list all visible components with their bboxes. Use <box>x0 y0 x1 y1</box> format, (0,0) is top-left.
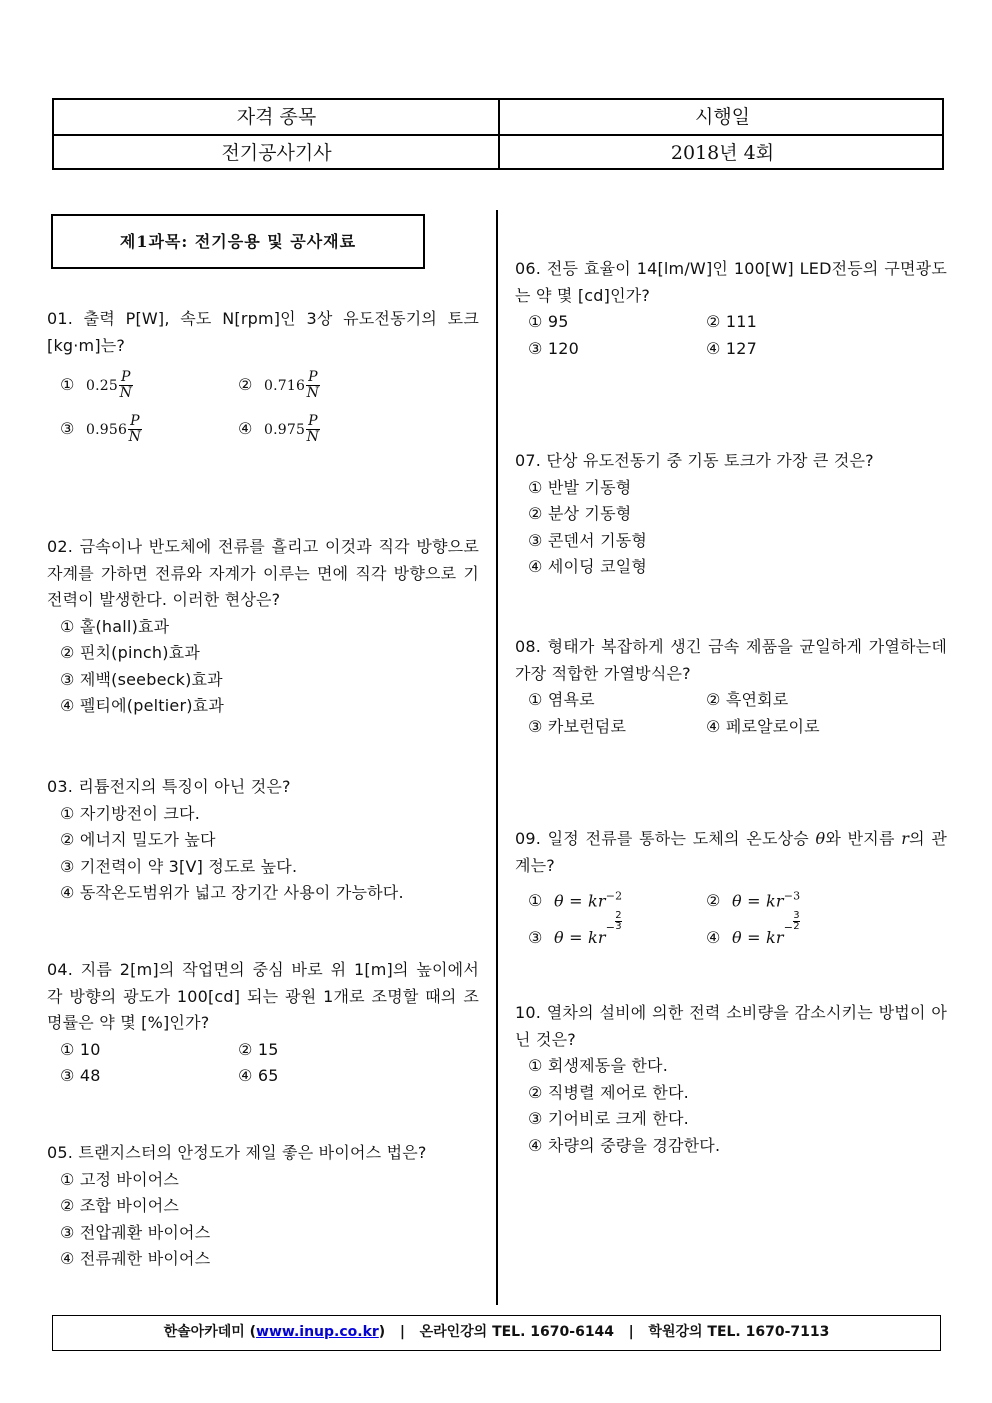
option-4: ④ 차량의 중량을 경감한다. <box>528 1135 721 1155</box>
option-3: ③ 120 <box>528 338 579 358</box>
exam-date-label: 시행일 <box>694 106 751 128</box>
exam-type-label: 자격 종목 <box>236 106 317 128</box>
option-2: ② 111 <box>706 312 757 331</box>
footer-org: 한솔아카데미 ( <box>163 1324 257 1340</box>
option-4: ④ 세이딩 코일형 <box>528 557 648 576</box>
option-1: ① 회생제동을 한다. <box>528 1056 668 1075</box>
online-phone: 온라인강의 TEL. 1670-6144 <box>419 1324 615 1340</box>
option-2: ② 0.716 $\frac{P}{N}$ <box>238 368 320 401</box>
option-4: ④ θ = kr− $\frac{3}{2}$ <box>706 909 800 947</box>
question-stem: 03. 리튬전지의 특징이 아닌 것은? <box>47 777 291 796</box>
question-01 <box>47 306 479 451</box>
question-stem: 02. 금속이나 반도체에 전류를 흘리고 이것과 직각 방향으로 자계를 가하면 전류와 자계가 이루는 면에 직각 방향으로 기전력이 발생한다. 이러한 현상은? <box>47 537 479 609</box>
question-stem: 06. 전등 효율이 14[lm/W]인 100[W] LED전등의 구면광도는 약 몇 [cd]인가? <box>515 259 947 305</box>
option-1: ① 10 <box>60 1039 101 1059</box>
option-4: ④ 펠티에(peltier)효과 <box>60 696 224 715</box>
option-3: ③ 48 <box>60 1066 101 1085</box>
option-2: ② 15 <box>238 1039 279 1059</box>
option-4: ④ 전류궤한 바이어스 <box>60 1249 211 1268</box>
option-3: ③ 전압궤환 바이어스 <box>60 1222 211 1242</box>
question-stem: 10. 열차의 설비에 의한 전력 소비량을 감소시키는 방법이 아닌 것은? <box>515 1003 947 1049</box>
footer-separator: | <box>628 1324 634 1340</box>
academy-phone: 학원강의 TEL. 1670-7113 <box>648 1324 830 1340</box>
option-1: ① 95 <box>528 312 569 331</box>
option-4: ④ 페로알로이로 <box>706 716 820 736</box>
theta-symbol: θ <box>815 829 826 848</box>
option-1: ① 고정 바이어스 <box>60 1169 180 1189</box>
question-stem: 09. 일정 전류를 통하는 도체의 온도상승 θ와 반지름 r의 관계는? <box>515 829 947 875</box>
question-stem: 05. 트랜지스터의 안정도가 제일 좋은 바이어스 법은? <box>47 1143 427 1162</box>
option-2: ② $\theta = kr^{-3}$ <box>706 889 801 910</box>
question-04 <box>47 957 479 1090</box>
question-stem: 08. 형태가 복잡하게 생긴 금속 제품을 균일하게 가열하는데 가장 적합한 가열방식은? <box>515 637 947 683</box>
option-2: ② 분상 기동형 <box>528 504 632 523</box>
option-1: ① 염욕로 <box>528 690 595 709</box>
option-1: ① 자기방전이 크다. <box>60 803 200 823</box>
subject-title: 제1과목: 전기응용 및 공사재료 <box>51 214 425 269</box>
question-08 <box>515 634 947 740</box>
question-05 <box>47 1140 479 1273</box>
option-1: ① $\theta = kr^{-2}$ <box>528 889 623 910</box>
footer: 한솔아카데미 (www.inup.co.kr) | 온라인강의 TEL. 1670-6144 | 학원강의 TEL. 1670-7113 <box>52 1315 941 1351</box>
option-1: ① 반발 기동형 <box>528 477 632 497</box>
option-3: ③ 제백(seebeck)효과 <box>60 669 223 689</box>
option-2: ② 조합 바이어스 <box>60 1196 180 1215</box>
question-07 <box>515 448 947 581</box>
option-2: ② 흑연회로 <box>706 690 789 709</box>
exam-date-value: 2018년 4회 <box>670 142 775 164</box>
question-10 <box>515 1000 947 1159</box>
option-3: ③ 기전력이 약 3[V] 정도로 높다. <box>60 856 298 876</box>
option-3: ③ 카보런덤로 <box>528 716 627 736</box>
option-4: ④ 127 <box>706 338 757 358</box>
option-2: ② 직병렬 제어로 한다. <box>528 1082 689 1102</box>
question-stem: 01. 출력 P[W], 속도 N[rpm]인 3상 유도전동기의 토크[kg·m]는? <box>47 309 479 355</box>
option-1: ① 0.25 $\frac{P}{N}$ <box>60 368 133 401</box>
exam-type-value: 전기공사기사 <box>221 142 332 164</box>
exam-info-table <box>52 98 944 170</box>
question-stem: 07. 단상 유도전동기 중 기동 토크가 가장 큰 것은? <box>515 451 874 470</box>
website-link[interactable]: www.inup.co.kr <box>256 1324 379 1340</box>
question-03 <box>47 774 479 907</box>
option-4: ④ 동작온도범위가 넓고 장기간 사용이 가능하다. <box>60 883 404 902</box>
option-2: ② 에너지 밀도가 높다 <box>60 830 216 849</box>
option-3: ③ 0.956 $\frac{P}{N}$ <box>60 412 142 445</box>
r-symbol: r <box>901 829 910 848</box>
option-3: ③ θ = kr− $\frac{2}{3}$ <box>528 909 622 947</box>
option-1: ① 홀(hall)효과 <box>60 616 170 636</box>
column-divider <box>496 210 498 1305</box>
option-4: ④ 65 <box>238 1066 279 1085</box>
option-2: ② 핀치(pinch)효과 <box>60 643 201 662</box>
option-3: ③ 기어비로 크게 한다. <box>528 1109 689 1128</box>
question-02 <box>47 534 479 720</box>
question-stem: 04. 지름 2[m]의 작업면의 중심 바로 위 1[m]의 높이에서 각 방향의 광도가 100[cd] 되는 광원 1개로 조명할 때의 조명률은 약 몇 [%]인가? <box>47 960 479 1032</box>
question-09 <box>515 826 947 961</box>
option-4: ④ 0.975 $\frac{P}{N}$ <box>238 412 320 445</box>
option-3: ③ 콘덴서 기동형 <box>528 530 648 550</box>
footer-separator: | <box>399 1324 405 1340</box>
question-06 <box>515 256 947 362</box>
